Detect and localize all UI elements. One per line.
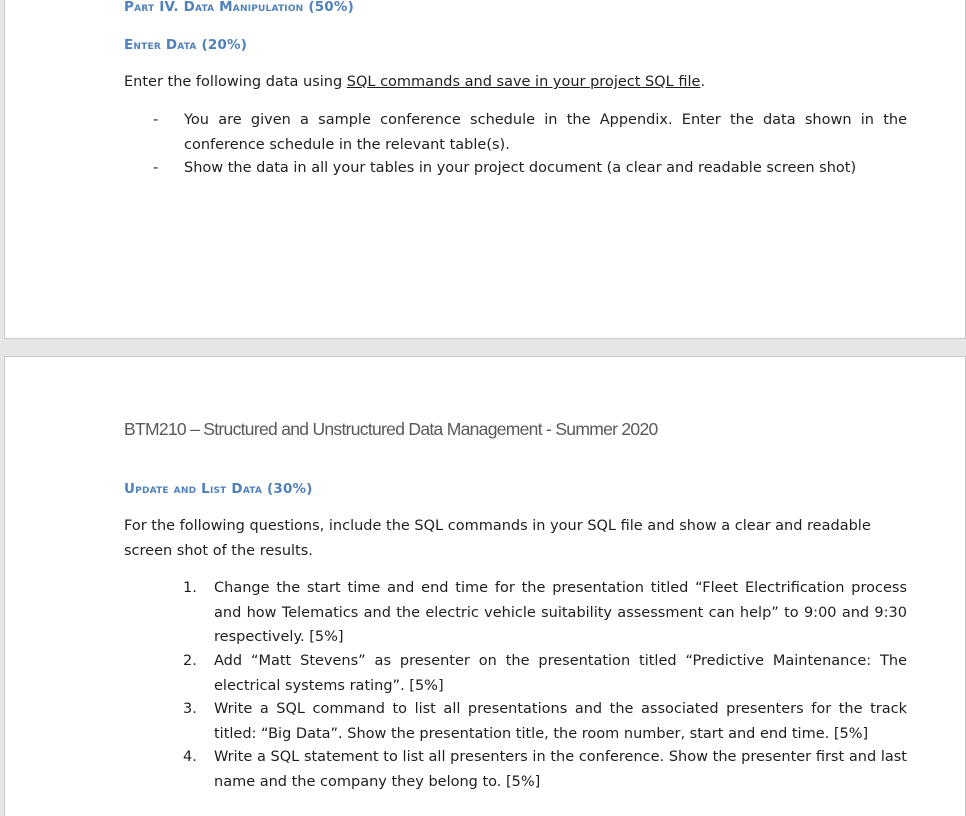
- intro-prefix: Enter the following data using: [124, 74, 347, 90]
- list-item: [183, 576, 907, 650]
- list-item-text: Write a SQL command to list all presentations and the associated presenters for the track titled: “Big Data”. Show the presentation title, the room number, start and end time. [5%]: [214, 701, 907, 742]
- intro-underlined-text: SQL commands and save in your project SQL file: [346, 74, 701, 90]
- dash-bullet-icon: -: [153, 112, 159, 128]
- part-heading: Part IV. Data Manipulation (50%): [124, 0, 354, 15]
- intro-suffix: .: [700, 74, 706, 90]
- page-header: BTM210 – Structured and Unstructured Data Management - Summer 2020: [124, 419, 658, 439]
- section-heading-update-list: Update and List Data (30%): [124, 481, 313, 497]
- bullet-text: Show the data in all your tables in your project document (a clear and readable screen shot): [184, 160, 857, 176]
- section-heading-enter-data: Enter Data (20%): [124, 37, 248, 53]
- list-item-text: Write a SQL statement to list all presenters in the conference. Show the presenter first and last name and the company they belong to. [5%]: [214, 749, 907, 790]
- list-number: 3.: [183, 701, 197, 717]
- document-page-1: [4, 0, 966, 339]
- list-number: 2.: [183, 653, 197, 669]
- bullet-item: [153, 156, 907, 181]
- list-number: 4.: [183, 749, 197, 765]
- bullet-item: [153, 108, 907, 157]
- list-item: [183, 649, 907, 698]
- list-item-text: Change the start time and end time for the presentation titled “Fleet Electrification process and how Telematics and the electric vehicle suitability assessment can help” to 9:00 and 9:30 respectively. [5%]: [214, 580, 907, 645]
- bullet-text: You are given a sample conference schedule in the Appendix. Enter the data shown in the conference schedule in the relevant table(s).: [184, 112, 907, 153]
- list-item: [183, 745, 907, 794]
- intro-paragraph: [124, 70, 705, 95]
- list-number: 1.: [183, 580, 197, 596]
- document-page-2: [4, 356, 966, 816]
- list-item-text: Add “Matt Stevens” as presenter on the presentation titled “Predictive Maintenance: The electrical systems rating”. [5%]: [214, 653, 907, 694]
- intro-paragraph: For the following questions, include the SQL commands in your SQL file and show a clear and readable screen shot of the results.: [124, 518, 871, 559]
- list-item: [183, 697, 907, 746]
- dash-bullet-icon: -: [153, 160, 159, 176]
